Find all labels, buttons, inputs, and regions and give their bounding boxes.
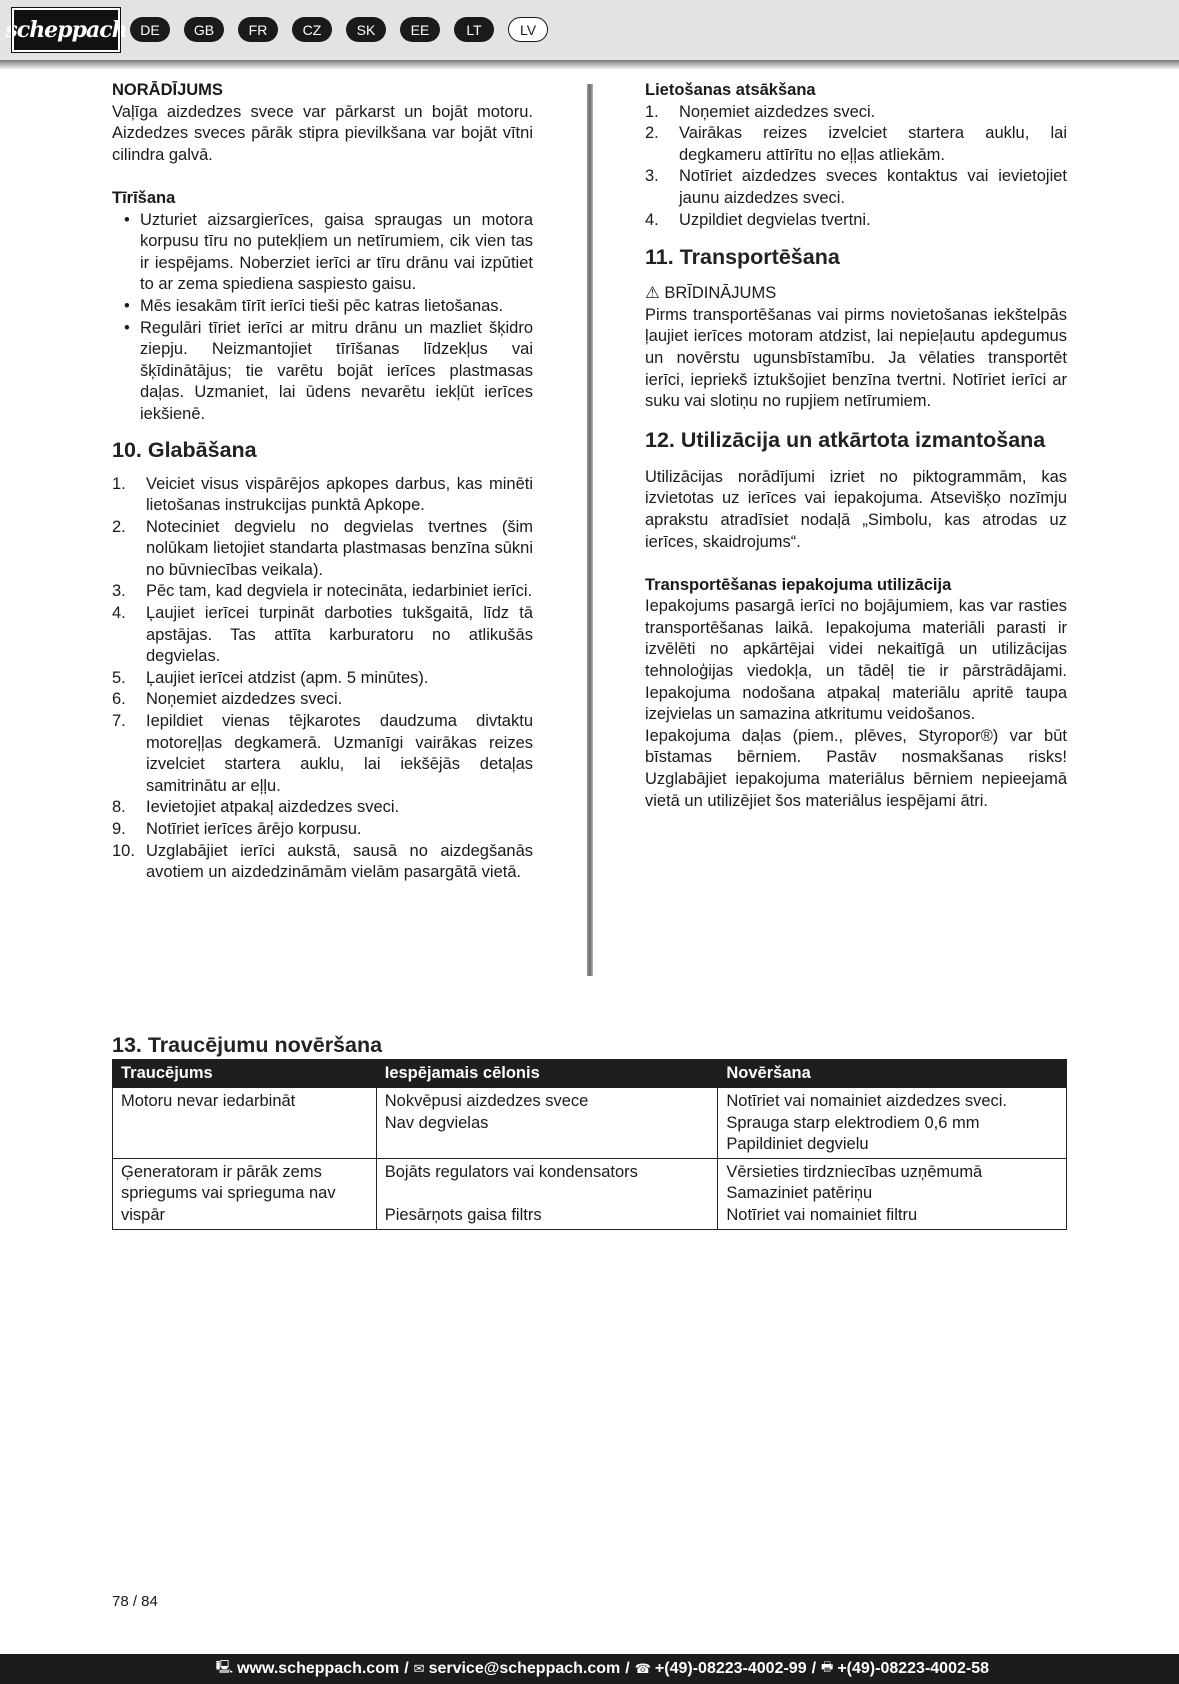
packaging-text-1: Iepakojums pasargā ierīci no bojājumiem, kas var rasties transportēšanas laikā. Iepakojuma materiāli parasti ir izvēlēti no apkārtējai videi nekaitīgā un utilizācijas tehnoloģijas viedokļa, un tādēļ tie ir pārstrādājami. Iepakojuma nodošana atpakaļ materiālu apritē taupa izejvielas un samazina atkritumu veidošanos.: [645, 597, 1067, 724]
note-text: Vaļīga aizdedzes svece var pārkarst un bojāt motoru. Aizdedzes sveces pārāk stipra pievilkšana var bojāt vītni cilindra galvā.: [112, 102, 533, 164]
list-item: 1. Veiciet visus vispārējos apkopes darbus, kas minēti lietošanas instrukcijas punktā Apkope.: [112, 474, 533, 515]
lang-tab-lt[interactable]: LT: [454, 17, 494, 42]
disposal-text: Utilizācijas norādījumi izriet no piktogrammām, kas izvietotas uz ierīces vai iepakojuma. Atsevišķo nozīmju aprakstu atradīsiet nodaļā „Simbolu, kas atrodas uz ierīces, skaidrojums“.: [645, 467, 1067, 551]
note-title: NORĀDĪJUMS: [112, 81, 223, 99]
resume-steps: [645, 102, 1067, 232]
brand-name: scheppach: [5, 17, 127, 43]
list-item: 1. Noņemiet aizdedzes sveci.: [645, 102, 876, 121]
warning-label: ⚠ BRĪDINĀJUMS: [645, 284, 777, 303]
column-header-fault: Traucējums: [113, 1060, 377, 1088]
transport-text: Pirms transportēšanas vai pirms novietošanas iekštelpās ļaujiet ierīces motoram atdzist, lai nepieļautu apdegumus un novērstu ugunsbīstamību. Ja vēlaties transportēt ierīci, iepriekš iztukšojiet benzīna tvertni. Notīriet ierīci ar suku vai slotiņu no rupjiem netīrumiem.: [645, 305, 1067, 411]
list-item: 9. Notīriet ierīces ārējo korpusu.: [112, 820, 362, 838]
cleaning-title: Tīrīšana: [112, 188, 176, 207]
list-item: • Uzturiet aizsargierīces, gaisa spraugas un motora korpusu tīru no putekļiem un netīrumiem, cik vien tas ir iespējams. Noberziet ierīci ar tīru drānu vai izpūtiet to ar zema spiediena saspiesto gaisu.: [112, 210, 533, 296]
column-header-cause: Iespējamais cēlonis: [376, 1060, 718, 1088]
table-cell-fix: Vērsieties tirdzniecības uzņēmumā Samaziniet patēriņu Notīriet vai nomainiet filtru: [718, 1158, 1067, 1229]
footer-separator: /: [404, 1660, 409, 1677]
email-icon: ✉: [413, 1661, 425, 1676]
lang-tab-cz[interactable]: CZ: [292, 17, 332, 42]
cleaning-list: [112, 210, 533, 426]
page-number: 78 / 84: [112, 1593, 158, 1610]
table-cell-fault: Motoru nevar iedarbināt: [113, 1088, 377, 1159]
language-tabs: [130, 17, 562, 42]
left-column: [112, 80, 533, 884]
list-item: 8. Ievietojiet atpakaļ aizdedzes sveci.: [112, 798, 400, 817]
footer-phone: +(49)-08223-4002-99: [654, 1660, 807, 1677]
footer-fax: +(49)-08223-4002-58: [837, 1660, 989, 1677]
transport-heading: 11. Transportēšana: [645, 245, 840, 270]
list-item: 10. Uzglabājiet ierīci aukstā, sausā no aizdegšanās avotiem un aizdedzināmām vielām pasargātā vietā.: [112, 841, 533, 882]
footer-website-link[interactable]: www.scheppach.com: [237, 1660, 400, 1677]
computer-icon: 🖳: [215, 1659, 234, 1674]
footer-separator: /: [625, 1660, 630, 1677]
table-header-row: [113, 1060, 1067, 1088]
troubleshooting-heading: 13. Traucējumu novēršana: [112, 1033, 383, 1057]
table-cell-cause: Nokvēpusi aizdedzes svece Nav degvielas: [376, 1088, 718, 1159]
storage-steps: [112, 474, 533, 884]
list-item: 6. Noņemiet aizdedzes sveci.: [112, 690, 343, 709]
resume-title: Lietošanas atsākšana: [645, 81, 816, 99]
packaging-title: Transportēšanas iepakojuma utilizācija: [645, 575, 952, 594]
lang-tab-de[interactable]: DE: [130, 17, 170, 42]
fax-icon: 🖶: [821, 1659, 834, 1674]
phone-icon: ☎: [634, 1661, 651, 1676]
list-item: • Regulāri tīriet ierīci ar mitru drānu un mazliet šķidro ziepju. Neizmantojiet tīrīšanas līdzekļus vai šķīdinātājus; tie varētu bojāt ierīces plastmasas daļas. Uzmaniet, lai ūdens nevarētu iekļūt ierīces iekšienē.: [112, 318, 533, 426]
table-row: [113, 1088, 1067, 1159]
list-item: 4. Uzpildiet degvielas tvertni.: [645, 210, 871, 229]
footer-email-link[interactable]: service@scheppach.com: [428, 1660, 621, 1677]
list-item: 2. Noteciniet degvielu no degvielas tvertnes (šim nolūkam lietojiet standarta plastmasas benzīna sūkni no būvniecības veikala).: [112, 517, 533, 579]
lang-tab-fr[interactable]: FR: [238, 17, 278, 42]
lang-tab-lv-active[interactable]: LV: [508, 17, 548, 42]
footer-separator: /: [811, 1660, 817, 1677]
list-item: 3. Pēc tam, kad degviela ir notecināta, iedarbiniet ierīci.: [112, 582, 533, 601]
table-row: [113, 1158, 1067, 1229]
list-item: • Mēs iesakām tīrīt ierīci tieši pēc katras lietošanas.: [112, 296, 533, 318]
page-footer: [0, 1654, 1179, 1684]
list-item: 3. Notīriet aizdedzes sveces kontaktus vai ievietojiet jaunu aizdedzes sveci.: [645, 167, 1067, 207]
packaging-text-2: Iepakojuma daļas (piem., plēves, Styropor®) var būt bīstamas bērniem. Pastāv nosmakšanas risks! Uzglabājiet iepakojuma materiālus bērniem nepieejamā vietā un utilizējiet šos materiālus iespējami ātri.: [645, 726, 1067, 810]
lang-tab-sk[interactable]: SK: [346, 17, 386, 42]
list-item: 4. Ļaujiet ierīcei turpināt darboties tukšgaitā, līdz tā apstājas. Tas attīta karburatoru no atlikušās degvielas.: [112, 604, 533, 666]
table-cell-fix: Notīriet vai nomainiet aizdedzes sveci. Sprauga starp elektrodiem 0,6 mm Papildiniet degvielu: [718, 1088, 1067, 1159]
column-divider: [587, 84, 593, 976]
brand-logo[interactable]: [5, 8, 127, 52]
header-shadow: [0, 60, 1179, 70]
table-cell-fault: Ģeneratoram ir pārāk zems spriegums vai sprieguma nav vispār: [113, 1158, 377, 1229]
right-column: [645, 80, 1067, 812]
troubleshooting-table: [112, 1059, 1067, 1230]
lang-tab-gb[interactable]: GB: [184, 17, 224, 42]
list-item: 5. Ļaujiet ierīcei atdzist (apm. 5 minūtes).: [112, 668, 429, 687]
list-item: 7. Iepildiet vienas tējkarotes daudzuma divtaktu motoreļļas degkamerā. Uzmanīgi vairākas reizes izvelciet startera auklu, lai iekšējās detaļas samitrinātu ar eļļu.: [112, 712, 533, 795]
storage-heading: 10. Glabāšana: [112, 437, 257, 462]
list-item: 2. Vairākas reizes izvelciet startera auklu, lai degkameru attīrītu no eļļas atliekām.: [645, 124, 1067, 164]
lang-tab-ee[interactable]: EE: [400, 17, 440, 42]
column-header-fix: Novēršana: [718, 1060, 1067, 1088]
disposal-heading: 12. Utilizācija un atkārtota izmantošana: [645, 427, 1046, 452]
table-cell-cause: Bojāts regulators vai kondensators Piesārņots gaisa filtrs: [376, 1158, 718, 1229]
